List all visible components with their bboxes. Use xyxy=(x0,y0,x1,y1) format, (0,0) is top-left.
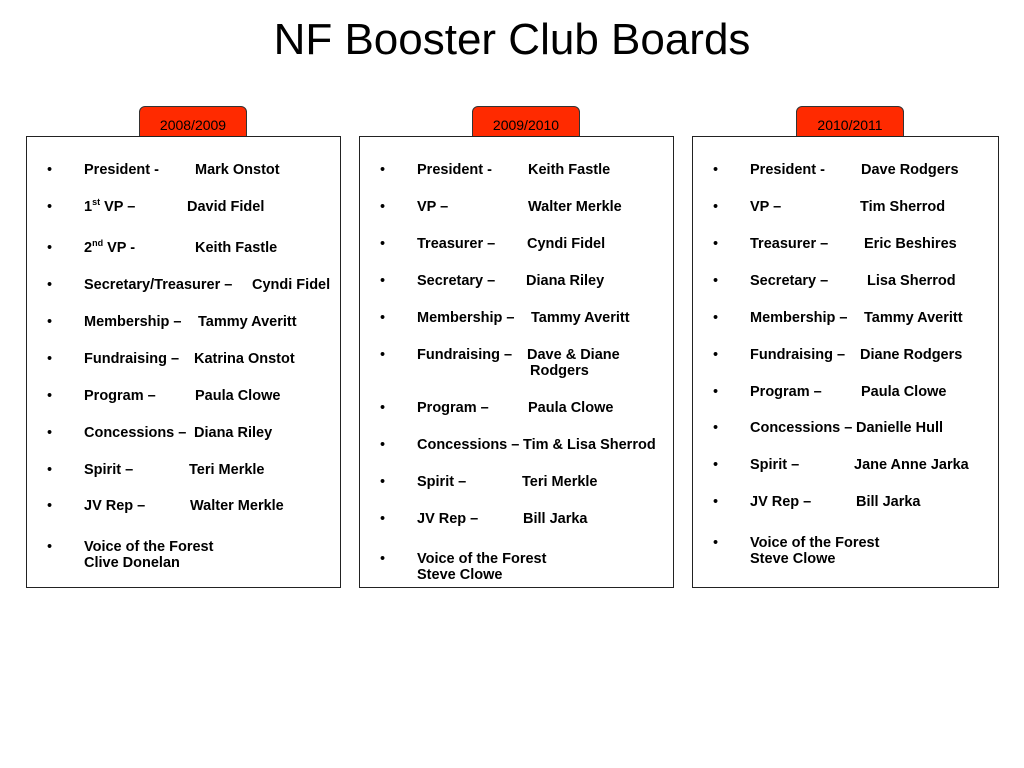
role-label: Spirit – xyxy=(417,474,467,490)
bullet: • xyxy=(380,310,386,326)
member-name: Steve Clowe xyxy=(750,551,836,567)
board-2009-2010 xyxy=(359,136,674,588)
member-name: Clive Donelan xyxy=(84,555,180,571)
member-name: Tammy Averitt xyxy=(531,310,630,326)
member-name: Keith Fastle xyxy=(528,162,611,178)
board-2008-2009 xyxy=(26,136,341,588)
bullet: • xyxy=(713,420,719,436)
bullet: • xyxy=(47,162,53,178)
bullet: • xyxy=(47,425,53,441)
role-label: 1st VP – xyxy=(84,197,136,215)
year-tab-2008: 2008/2009 xyxy=(139,106,247,144)
role-label: Secretary – xyxy=(750,273,829,289)
member-name: Diana Riley xyxy=(526,273,605,289)
member-name: Dave & Diane xyxy=(527,347,620,363)
member-name: Katrina Onstot xyxy=(194,351,295,367)
role-label: Membership – xyxy=(417,310,515,326)
bullet: • xyxy=(380,199,386,215)
bullet: • xyxy=(47,240,53,256)
bullet: • xyxy=(713,162,719,178)
member-name: Teri Merkle xyxy=(189,462,265,478)
bullet: • xyxy=(380,273,386,289)
bullet: • xyxy=(713,384,719,400)
role-label: Treasurer – xyxy=(417,236,496,252)
role-label: Voice of the Forest xyxy=(750,535,880,551)
bullet: • xyxy=(380,236,386,252)
bullet: • xyxy=(713,457,719,473)
member-name: Walter Merkle xyxy=(190,498,284,514)
bullet: • xyxy=(713,199,719,215)
role-label: Secretary – xyxy=(417,273,496,289)
role-label: Membership – xyxy=(84,314,182,330)
role-label: Concessions – xyxy=(84,425,187,441)
member-name: Cyndi Fidel xyxy=(252,277,331,293)
role-label: President - xyxy=(84,162,159,178)
bullet: • xyxy=(380,400,386,416)
bullet: • xyxy=(47,498,53,514)
bullet: • xyxy=(47,277,53,293)
role-label: Membership – xyxy=(750,310,848,326)
bullet: • xyxy=(380,551,386,567)
member-name-cont: Rodgers xyxy=(530,363,589,379)
role-label: JV Rep – xyxy=(750,494,812,510)
role-label: Program – xyxy=(417,400,489,416)
member-name: Tim & Lisa Sherrod xyxy=(523,437,656,453)
member-name: Paula Clowe xyxy=(195,388,281,404)
role-label: VP – xyxy=(750,199,782,215)
role-label: 2nd VP - xyxy=(84,238,136,256)
member-name: Diana Riley xyxy=(194,425,273,441)
member-name: Paula Clowe xyxy=(528,400,614,416)
member-name: Walter Merkle xyxy=(528,199,622,215)
member-name: Cyndi Fidel xyxy=(527,236,606,252)
member-name: Bill Jarka xyxy=(856,494,921,510)
page-title: NF Booster Club Boards xyxy=(273,15,751,64)
role-label: Fundraising – xyxy=(750,347,846,363)
bullet: • xyxy=(47,462,53,478)
bullet: • xyxy=(713,310,719,326)
bullet: • xyxy=(380,437,386,453)
role-label: JV Rep – xyxy=(84,498,146,514)
role-label: Spirit – xyxy=(750,457,800,473)
role-label: Voice of the Forest xyxy=(84,539,214,555)
role-label: JV Rep – xyxy=(417,511,479,527)
role-label: Concessions – xyxy=(417,437,520,453)
member-name: Eric Beshires xyxy=(864,236,957,252)
member-name: Jane Anne Jarka xyxy=(854,457,969,473)
role-label: Treasurer – xyxy=(750,236,829,252)
member-name: Tammy Averitt xyxy=(864,310,963,326)
role-label: Voice of the Forest xyxy=(417,551,547,567)
role-label: Concessions – xyxy=(750,420,853,436)
member-name: Diane Rodgers xyxy=(860,347,963,363)
bullet: • xyxy=(713,236,719,252)
role-label: VP – xyxy=(417,199,449,215)
member-name: Tim Sherrod xyxy=(860,199,946,215)
bullet: • xyxy=(47,351,53,367)
member-name: Teri Merkle xyxy=(522,474,598,490)
member-name: Mark Onstot xyxy=(195,162,280,178)
bullet: • xyxy=(47,314,53,330)
bullet: • xyxy=(713,347,719,363)
bullet: • xyxy=(713,494,719,510)
role-label: Program – xyxy=(750,384,822,400)
bullet: • xyxy=(47,388,53,404)
role-label: President - xyxy=(750,162,825,178)
year-tab-2010: 2010/2011 xyxy=(796,106,904,144)
role-label: President - xyxy=(417,162,492,178)
bullet: • xyxy=(380,347,386,363)
bullet: • xyxy=(380,474,386,490)
year-tab-2009: 2009/2010 xyxy=(472,106,580,144)
bullet: • xyxy=(713,273,719,289)
role-label: Fundraising – xyxy=(84,351,180,367)
bullet: • xyxy=(380,162,386,178)
member-name: Lisa Sherrod xyxy=(867,273,956,289)
member-name: David Fidel xyxy=(187,199,265,215)
member-name: Tammy Averitt xyxy=(198,314,297,330)
member-name: Dave Rodgers xyxy=(861,162,959,178)
member-name: Paula Clowe xyxy=(861,384,947,400)
bullet: • xyxy=(47,199,53,215)
board-2010-2011 xyxy=(692,136,999,588)
bullet: • xyxy=(713,535,719,551)
role-label: Program – xyxy=(84,388,156,404)
bullet: • xyxy=(47,539,53,555)
bullet: • xyxy=(380,511,386,527)
member-name: Steve Clowe xyxy=(417,567,503,583)
member-name: Bill Jarka xyxy=(523,511,588,527)
member-name: Danielle Hull xyxy=(856,420,944,436)
member-name: Keith Fastle xyxy=(195,240,278,256)
role-label: Secretary/Treasurer – xyxy=(84,277,233,293)
role-label: Spirit – xyxy=(84,462,134,478)
role-label: Fundraising – xyxy=(417,347,513,363)
